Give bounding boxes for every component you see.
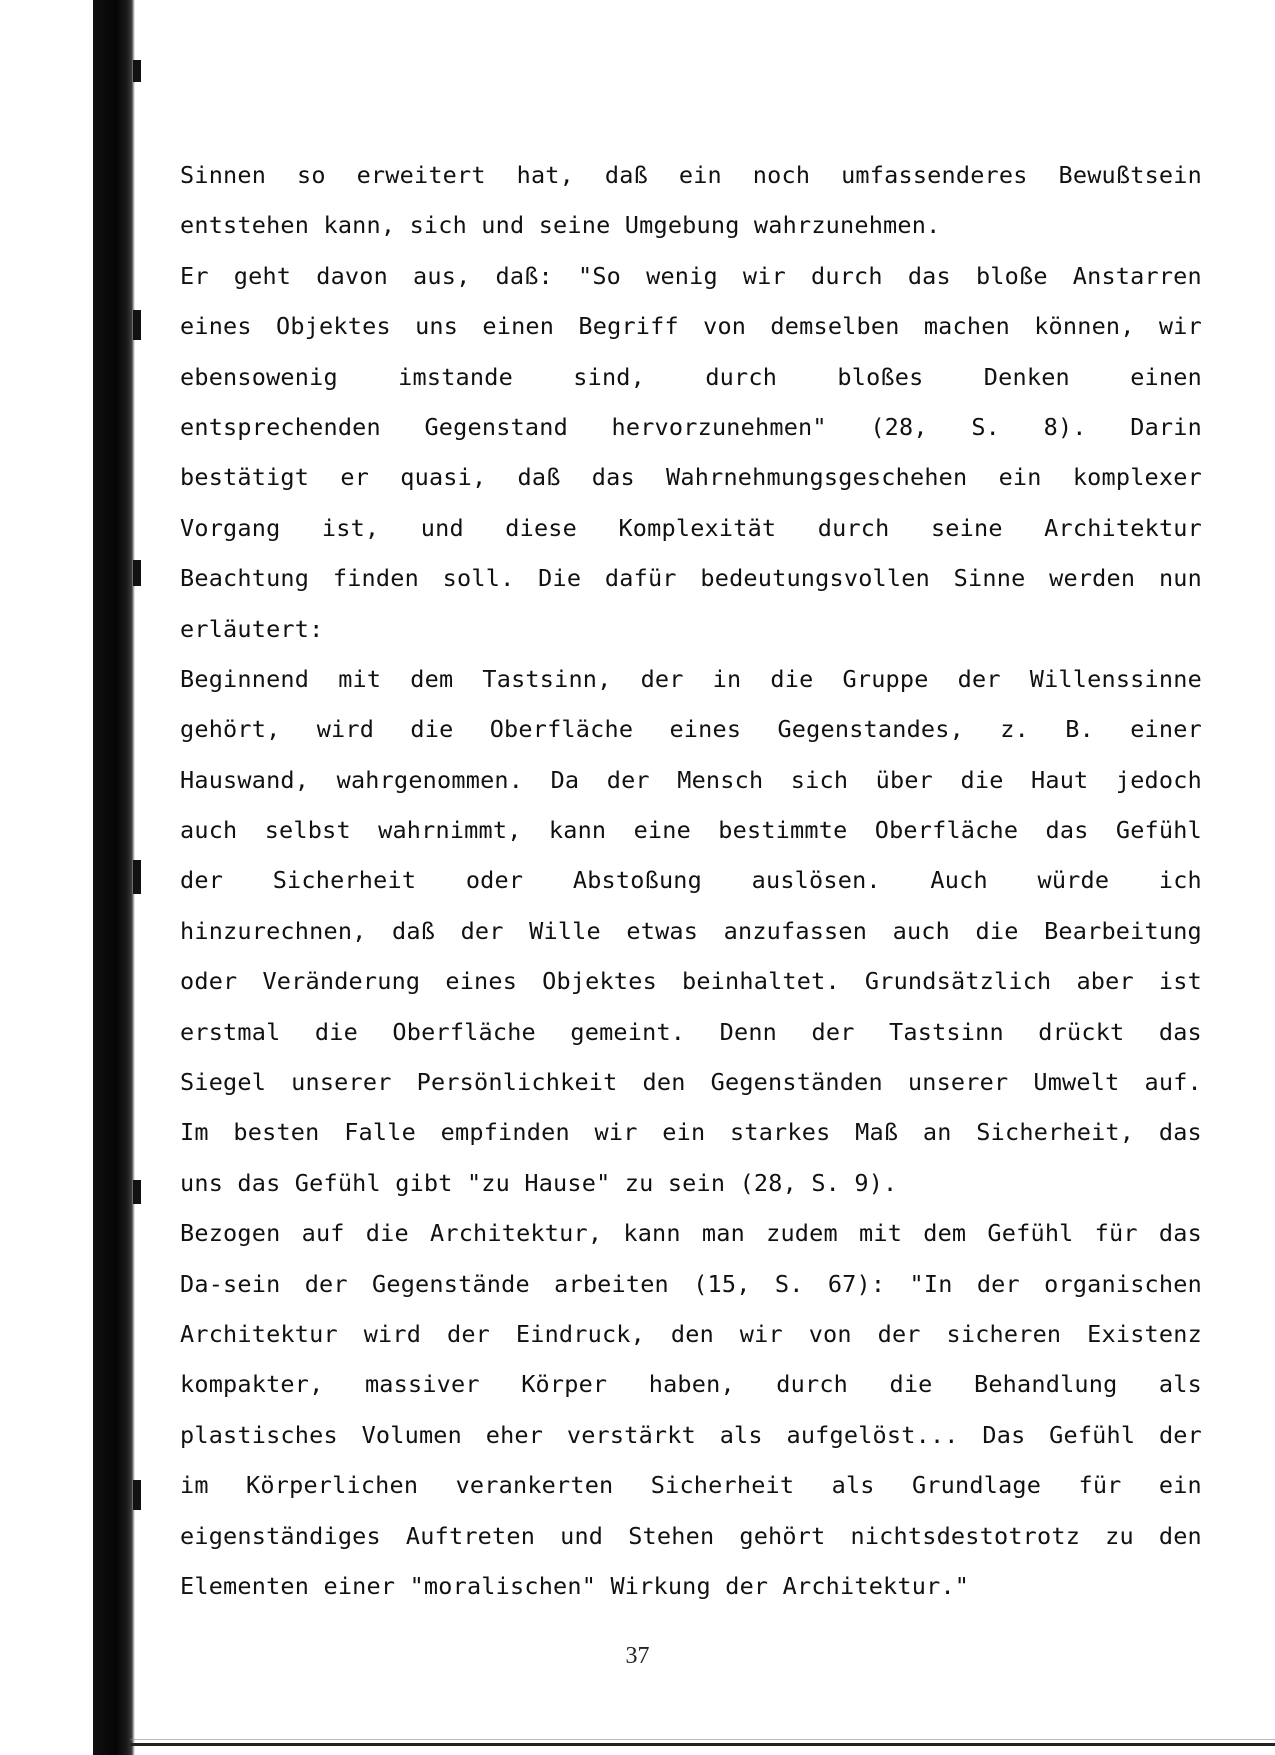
- text-word: für: [1078, 1471, 1122, 1500]
- text-word: Maß: [855, 1118, 899, 1147]
- text-word: 67):: [827, 1269, 886, 1298]
- text-word: erweitert: [356, 161, 486, 189]
- text-word: eine: [633, 816, 691, 845]
- text-word: davon: [316, 261, 388, 290]
- text-word: dem: [410, 664, 454, 693]
- text-word: der: [877, 1319, 921, 1348]
- text-word: Da-sein: [180, 1269, 281, 1298]
- text-word: gehört,: [180, 715, 281, 744]
- text-word: Willenssinne: [1029, 664, 1202, 693]
- text-word: auslösen.: [751, 866, 881, 895]
- text-word: Er: [180, 261, 209, 290]
- text-word: Architektur,: [430, 1219, 603, 1248]
- text-word: durch: [705, 362, 778, 391]
- text-word: bedeutungsvollen: [700, 564, 930, 593]
- text-word: Denken: [983, 362, 1070, 391]
- text-word: kann: [623, 1219, 681, 1248]
- text-word: zu: [1105, 1521, 1134, 1550]
- text-line: [180, 150, 1202, 200]
- binding-notch: [133, 310, 141, 340]
- text-word: wir: [594, 1118, 638, 1147]
- text-word: empfinden: [440, 1118, 570, 1147]
- text-word: arbeiten: [554, 1269, 669, 1298]
- text-word: wahrnimmt,: [378, 816, 522, 845]
- text-word: ein: [998, 463, 1042, 492]
- text-word: daß: [392, 916, 436, 945]
- text-word: das: [1158, 1219, 1202, 1248]
- text-word: Persönlichkeit: [416, 1068, 618, 1097]
- text-word: sich: [790, 765, 849, 794]
- binding-notch: [133, 860, 141, 894]
- text-word: besten: [233, 1118, 320, 1147]
- text-word: eines: [445, 967, 518, 996]
- text-word: so: [296, 161, 326, 189]
- text-word: sind,: [573, 362, 646, 391]
- text-word: einen: [482, 312, 555, 341]
- text-word: Grundlage: [911, 1471, 1042, 1500]
- text-word: Mensch: [677, 765, 764, 794]
- text-word: Gegenstandes,: [777, 715, 964, 744]
- scan-binding-shadow: [93, 0, 135, 1755]
- text-word: ist: [1158, 967, 1202, 996]
- text-word: ich: [1158, 866, 1202, 895]
- text-word: Auftreten: [405, 1521, 536, 1550]
- text-line: [180, 1410, 1202, 1460]
- text-word: Körperlichen: [246, 1471, 419, 1500]
- text-word: seine: [930, 513, 1003, 542]
- text-word: wenig: [646, 261, 718, 290]
- text-line: [180, 1511, 1202, 1561]
- text-word: Grundsätzlich: [864, 967, 1052, 996]
- text-word: Abstoßung: [572, 866, 702, 895]
- text-line: [180, 1309, 1202, 1359]
- text-word: Sicherheit: [650, 1471, 795, 1500]
- text-word: der: [640, 664, 684, 693]
- text-word: über: [875, 765, 934, 794]
- text-word: Behandlung: [973, 1370, 1118, 1399]
- text-word: "So: [577, 261, 622, 290]
- text-word: Tastsinn,: [482, 664, 612, 693]
- text-word: Volumen: [361, 1420, 462, 1449]
- text-word: 8).: [1043, 412, 1087, 441]
- text-word: durch: [811, 261, 883, 290]
- text-word: das: [1158, 1118, 1202, 1147]
- text-word: Falle: [344, 1118, 416, 1147]
- binding-notch: [133, 60, 141, 82]
- text-word: Existenz: [1087, 1319, 1202, 1348]
- text-word: Das: [982, 1420, 1026, 1449]
- text-line: [180, 1107, 1202, 1157]
- text-word: auch: [180, 816, 238, 845]
- text-word: Wille: [529, 916, 601, 945]
- text-word: S.: [971, 412, 1001, 441]
- text-word: nun: [1158, 564, 1202, 593]
- text-word: Die: [538, 564, 582, 593]
- text-word: das: [1045, 816, 1089, 845]
- text-word: Haut: [1031, 765, 1089, 794]
- text-word: den: [670, 1319, 714, 1348]
- text-word: S.: [774, 1269, 804, 1298]
- text-word: quasi,: [400, 463, 487, 492]
- text-word: imstande: [398, 362, 513, 391]
- text-word: Anstarren: [1072, 261, 1202, 290]
- text-word: hinzurechnen,: [180, 916, 367, 945]
- text-word: er: [340, 463, 370, 492]
- text-word: z.: [1000, 715, 1029, 744]
- text-word: verstärkt: [566, 1420, 696, 1449]
- text-word: hervorzunehmen": [611, 412, 827, 441]
- text-word: der: [811, 1017, 855, 1046]
- text-word: plastisches: [180, 1420, 338, 1449]
- text-word: Gegenständen: [710, 1068, 883, 1097]
- text-word: "In: [909, 1269, 953, 1298]
- text-word: bestätigt: [180, 463, 310, 492]
- text-word: soll.: [442, 564, 515, 593]
- text-word: gehört: [739, 1521, 826, 1550]
- text-word: der: [304, 1269, 348, 1298]
- text-word: eines: [180, 312, 252, 341]
- text-word: Begriff: [578, 312, 679, 341]
- text-word: daß: [517, 463, 561, 492]
- text-line: uns das Gefühl gibt "zu Hause" zu sein (28, S. 9).: [180, 1168, 898, 1197]
- text-word: dafür: [604, 564, 677, 593]
- text-word: hat,: [516, 161, 575, 189]
- text-word: aber: [1076, 967, 1134, 996]
- text-word: Siegel: [180, 1068, 267, 1097]
- text-word: als: [719, 1420, 763, 1449]
- text-line: [180, 503, 1202, 553]
- text-word: Sicherheit: [272, 866, 417, 895]
- text-word: uns: [415, 312, 459, 341]
- text-word: die: [410, 715, 454, 744]
- text-word: erstmal: [180, 1017, 281, 1046]
- text-word: mit: [338, 664, 382, 693]
- text-word: unserer: [907, 1068, 1009, 1097]
- scan-bottom-edge: [130, 1743, 1275, 1746]
- text-word: der: [1158, 1420, 1202, 1449]
- text-word: kann: [548, 816, 607, 845]
- text-word: der: [446, 1319, 491, 1348]
- text-word: Körper: [521, 1370, 608, 1399]
- text-word: Architektur: [180, 1319, 338, 1348]
- text-word: kompakter,: [180, 1370, 324, 1399]
- text-word: ein: [1158, 1471, 1202, 1500]
- text-word: Oberfläche: [392, 1017, 536, 1046]
- text-word: Bearbeitung: [1044, 916, 1202, 945]
- text-word: daß:: [495, 261, 553, 290]
- text-word: die: [314, 1017, 358, 1046]
- text-word: die: [770, 664, 814, 693]
- text-word: Gegenstände: [372, 1269, 530, 1298]
- text-word: Umwelt: [1033, 1068, 1120, 1097]
- text-word: in: [712, 664, 742, 693]
- text-word: etwas: [626, 916, 699, 945]
- text-word: bloßes: [837, 362, 924, 391]
- page-number: 37: [625, 1643, 650, 1669]
- text-word: Objektes: [276, 312, 391, 341]
- text-word: Stehen: [628, 1521, 715, 1550]
- text-word: geht: [233, 261, 292, 290]
- text-line: [180, 553, 1202, 603]
- binding-notch: [133, 1480, 141, 1510]
- text-word: werden: [1049, 564, 1136, 593]
- text-word: als: [1158, 1370, 1202, 1399]
- text-line: [180, 855, 1202, 905]
- text-line: [180, 755, 1202, 805]
- text-line: [180, 1359, 1202, 1409]
- text-word: daß: [604, 161, 648, 189]
- text-word: wahrgenommen.: [336, 765, 524, 794]
- text-word: Vorgang: [180, 513, 281, 542]
- text-word: beinhaltet.: [681, 967, 840, 996]
- text-line: [180, 452, 1202, 502]
- text-word: durch: [817, 513, 890, 542]
- text-word: mit: [859, 1219, 903, 1248]
- text-word: nichtsdestotrotz: [850, 1521, 1081, 1550]
- text-word: Architektur: [1044, 513, 1202, 542]
- text-word: die: [960, 765, 1004, 794]
- text-word: den: [1158, 1521, 1202, 1550]
- text-line: [180, 1460, 1202, 1510]
- text-word: der: [180, 866, 224, 895]
- text-word: drückt: [1038, 1017, 1125, 1046]
- text-word: machen: [923, 312, 1010, 341]
- text-word: würde: [1037, 866, 1110, 895]
- binding-notch: [133, 560, 141, 586]
- text-word: Veränderung: [262, 967, 421, 996]
- text-word: haben,: [648, 1370, 735, 1399]
- text-word: verankerten: [455, 1471, 614, 1500]
- text-word: Sicherheit,: [976, 1118, 1135, 1147]
- text-word: (28,: [870, 412, 928, 441]
- text-word: diese: [505, 513, 577, 542]
- text-word: eher: [485, 1420, 544, 1449]
- text-word: ein: [678, 161, 722, 189]
- text-word: das: [907, 261, 951, 290]
- text-word: wir: [742, 261, 786, 290]
- text-word: Oberfläche: [874, 816, 1019, 845]
- text-word: Da: [550, 765, 580, 794]
- text-word: massiver: [364, 1370, 480, 1399]
- text-word: zudem: [766, 1219, 838, 1248]
- text-word: das: [1158, 1017, 1202, 1046]
- text-word: Denn: [719, 1017, 778, 1046]
- text-line: [180, 301, 1202, 351]
- text-word: im: [180, 1471, 209, 1500]
- text-word: (15,: [693, 1269, 751, 1298]
- text-line: [180, 1259, 1202, 1309]
- text-word: die: [889, 1370, 933, 1399]
- page-left-margin: [0, 0, 10, 1755]
- text-word: ist,: [321, 513, 380, 542]
- text-word: auch: [892, 916, 951, 945]
- text-line: [180, 654, 1202, 704]
- text-word: Bezogen: [180, 1219, 281, 1248]
- text-word: dem: [923, 1219, 967, 1248]
- text-word: die: [365, 1219, 409, 1248]
- text-word: entsprechenden: [180, 412, 381, 441]
- text-word: starkes: [730, 1118, 831, 1147]
- text-word: unserer: [291, 1068, 392, 1097]
- text-word: von: [703, 312, 747, 341]
- text-word: das: [591, 463, 635, 492]
- text-word: Sinnen: [180, 161, 267, 189]
- text-word: Sinne: [953, 564, 1026, 593]
- text-word: auf.: [1144, 1068, 1202, 1097]
- text-word: Hauswand,: [180, 765, 310, 794]
- text-word: demselben: [770, 312, 900, 341]
- text-word: der: [460, 916, 504, 945]
- text-word: Gefühl: [1049, 1420, 1136, 1449]
- text-word: können,: [1034, 312, 1135, 341]
- text-word: wir: [1158, 312, 1202, 341]
- text-word: eines: [669, 715, 742, 744]
- text-word: durch: [776, 1370, 849, 1399]
- text-word: Eindruck,: [515, 1319, 646, 1348]
- text-line: [180, 704, 1202, 754]
- text-word: noch: [752, 161, 811, 189]
- text-word: anzufassen: [723, 916, 868, 945]
- text-word: B.: [1065, 715, 1094, 744]
- text-word: und: [560, 1521, 604, 1550]
- text-word: der: [976, 1269, 1020, 1298]
- text-word: wird: [316, 715, 375, 744]
- text-word: gemeint.: [570, 1017, 686, 1046]
- text-word: Gegenstand: [424, 412, 568, 441]
- text-line: [180, 956, 1202, 1006]
- text-word: komplexer: [1072, 463, 1202, 492]
- text-word: von: [808, 1319, 852, 1348]
- text-word: oder: [465, 866, 524, 895]
- text-word: auf: [301, 1219, 345, 1248]
- text-line: [180, 402, 1202, 452]
- text-line: [180, 1208, 1202, 1258]
- text-line: [180, 1007, 1202, 1057]
- text-word: Gefühl: [1115, 816, 1202, 845]
- text-word: bloße: [975, 261, 1048, 290]
- text-word: der: [957, 664, 1001, 693]
- scan-bottom-edge-faint: [130, 1739, 1275, 1740]
- text-word: Beachtung: [180, 564, 310, 593]
- text-word: Bewußtsein: [1058, 161, 1202, 189]
- text-word: die: [975, 916, 1019, 945]
- text-word: organischen: [1044, 1269, 1202, 1298]
- text-word: der: [606, 765, 650, 794]
- text-word: ein: [662, 1118, 706, 1147]
- text-word: Wahrnehmungsgeschehen: [666, 463, 968, 492]
- text-word: einer: [1130, 715, 1202, 744]
- text-word: für: [1094, 1219, 1138, 1248]
- document-body-text: [180, 150, 1202, 1611]
- text-line: entstehen kann, sich und seine Umgebung wahrzunehmen.: [180, 211, 941, 240]
- text-line: [180, 1057, 1202, 1107]
- text-word: sicheren: [946, 1319, 1062, 1348]
- text-word: umfassenderes: [841, 161, 1028, 189]
- text-word: aus,: [413, 261, 471, 290]
- text-word: und: [420, 513, 464, 542]
- text-word: oder: [180, 967, 238, 996]
- text-word: Oberfläche: [489, 715, 634, 744]
- text-line: Elementen einer "moralischen" Wirkung der Architektur.": [180, 1571, 970, 1600]
- text-word: Auch: [930, 866, 988, 895]
- text-line: [180, 251, 1202, 301]
- text-word: jedoch: [1115, 765, 1202, 794]
- text-word: man: [701, 1219, 745, 1248]
- text-word: aufgelöst...: [786, 1420, 959, 1449]
- text-word: an: [922, 1118, 952, 1147]
- text-line: [180, 906, 1202, 956]
- text-line: erläutert:: [180, 614, 324, 643]
- text-word: ebensowenig: [180, 362, 338, 391]
- text-word: den: [642, 1068, 686, 1097]
- text-line: [180, 805, 1202, 855]
- text-word: Gruppe: [842, 664, 929, 693]
- text-word: finden: [332, 564, 419, 593]
- text-word: Darin: [1130, 412, 1202, 441]
- text-word: als: [831, 1471, 875, 1500]
- text-word: Tastsinn: [889, 1017, 1004, 1046]
- text-word: wir: [739, 1319, 783, 1348]
- text-word: wird: [363, 1319, 422, 1348]
- text-word: Gefühl: [987, 1219, 1074, 1248]
- text-word: Im: [180, 1118, 209, 1147]
- binding-notch: [133, 1180, 141, 1204]
- text-word: Komplexität: [618, 513, 777, 542]
- text-word: einen: [1130, 362, 1202, 391]
- text-line: [180, 352, 1202, 402]
- text-word: eigenständiges: [180, 1521, 381, 1550]
- text-word: bestimmte: [718, 816, 848, 845]
- text-word: Objektes: [542, 967, 657, 996]
- text-word: Beginnend: [180, 664, 310, 693]
- text-word: selbst: [264, 816, 351, 845]
